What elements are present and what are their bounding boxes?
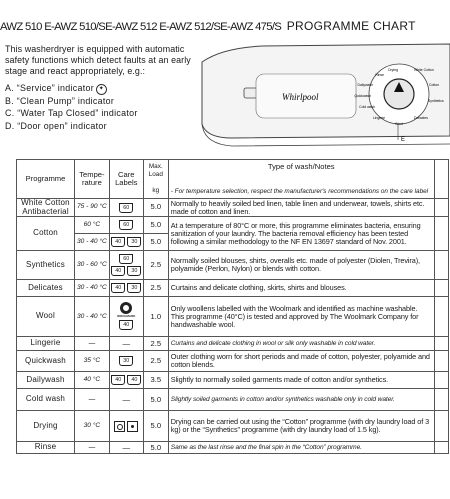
dial-label: Synthetics bbox=[428, 99, 444, 103]
dial-label: White Cotton bbox=[414, 68, 434, 72]
dial-label: Delicates bbox=[414, 116, 428, 120]
table-row: Wool 30 - 40 °C WOOLMARK 40 1.0 Only woollens labelled with the Woolmark and identified as machine washable. This programme (40°C) is tested and approved by The Woolmark Company for handwashable wool. bbox=[17, 297, 449, 337]
header-programme: Programme bbox=[17, 160, 75, 199]
wash-30-icon: 30 bbox=[127, 283, 141, 293]
table-row: Lingerie — — 2.5 Curtains and delicate clothing in wool or silk only washable in cold water. bbox=[17, 337, 449, 351]
table-row: Cotton 60 °C 60 5.0 At a temperature of 80°C or more, this programme eliminates bacteria, ensuring sanitization of your laundry. The bacteria removal efficiency has been tested following a similar methodology to the NF EN 13697 standard of Nov. 2001. bbox=[17, 217, 449, 234]
wash-30-icon: 30 bbox=[119, 356, 133, 366]
header-max-load: Max. Load kg bbox=[143, 160, 168, 199]
indicator-d: D. “Door open” indicator bbox=[5, 120, 107, 131]
wash-40-icon: 40 bbox=[111, 237, 125, 247]
dryer-low-icon bbox=[127, 421, 138, 432]
indicator-list bbox=[5, 82, 193, 132]
table-row: Rinse — — 5.0 Same as the last rinse and the final spin in the “Cotton” programme. bbox=[17, 442, 449, 454]
dial-label: Dailywash bbox=[357, 83, 373, 87]
table-header-row bbox=[17, 160, 449, 199]
safety-intro bbox=[5, 44, 193, 132]
wash-30-icon: 30 bbox=[127, 237, 141, 247]
control-panel-illustration bbox=[192, 40, 450, 152]
table-row: Synthetics 30 - 60 °C 60 40 30 2.5 Normally soiled blouses, shirts, overalls etc. made of polyester (Diolen, Trevira), polyamide (Perlon, Nylon) or blends with cotton. bbox=[17, 251, 449, 280]
dial-label: Rinse bbox=[375, 73, 384, 77]
indicator-a: A. “Service” indicator ✦ bbox=[5, 82, 193, 95]
wash-60-icon: 60 bbox=[119, 220, 133, 230]
dial-label: Drying bbox=[388, 68, 398, 72]
dial-label: Wool bbox=[395, 122, 403, 126]
wash-40-icon: 40 bbox=[111, 266, 125, 276]
wash-60-icon: 60 bbox=[119, 254, 133, 264]
table-row: Drying 30 °C 5.0 Drying can be carried out using the “Cotton” programme (with dry laundry load of 3 kg) or the “Synthetics” programme (with dry laundry load of 1.5 kg). bbox=[17, 411, 449, 442]
table-row: White Cotton Antibacterial 75 - 90 °C 60 5.0 Normally to heavily soiled bed linen, table linen and underwear, towels, shirts etc. made of cotton and linen. bbox=[17, 199, 449, 217]
table-row: Delicates 30 - 40 °C 40 30 2.5 Curtains and delicate clothing, skirts, shirts and blouses. bbox=[17, 280, 449, 297]
header-type: Type of wash/Notes - For temperature selection, respect the manufacturer's recommendations on the care label bbox=[168, 160, 434, 199]
dial-label: Cotton bbox=[429, 83, 439, 87]
wash-40-gentle-icon: 40 bbox=[127, 375, 141, 385]
table-row: Dailywash 40 °C 40 40 3.5 Slightly to normally soiled garments made of cotton and/or synthetics. bbox=[17, 372, 449, 389]
wash-60-icon: 60 bbox=[119, 203, 133, 213]
dial-label: Cold wash bbox=[359, 105, 375, 109]
intro-paragraph: This washerdryer is equipped with automatic safety functions which detect faults at an early stage and react appropriately, e.g.: bbox=[5, 44, 191, 76]
header-care-labels: Care Labels bbox=[109, 160, 143, 199]
brand-logo: Whirlpool bbox=[282, 92, 319, 102]
dial-label: Lingerie bbox=[372, 116, 385, 120]
indicator-c: C. “Water Tap Closed” indicator bbox=[5, 108, 138, 119]
header-temperature: Tempe-rature bbox=[75, 160, 110, 199]
table-row: 30 - 40 °C 40 30 5.0 bbox=[17, 234, 449, 251]
woolmark-icon: WOOLMARK bbox=[116, 302, 136, 318]
wash-40-icon: 40 bbox=[119, 320, 133, 330]
wash-40-icon: 40 bbox=[111, 375, 125, 385]
dial-label: Quickwash bbox=[354, 94, 371, 98]
wash-30-icon: 30 bbox=[127, 266, 141, 276]
section-title: PROGRAMME CHART bbox=[286, 19, 416, 33]
header-extra bbox=[434, 160, 448, 199]
table-row: Cold wash — — 5.0 Slightly soiled garments in cotton and/or synthetics washable only in cold water. bbox=[17, 389, 449, 411]
wash-40-icon: 40 bbox=[111, 283, 125, 293]
indicator-b: B. “Clean Pump” indicator bbox=[5, 95, 115, 106]
model-list: AWZ 510 E-AWZ 510/SE-AWZ 512 E-AWZ 512/SE-AWZ 475/S bbox=[0, 21, 282, 33]
panel-marker-e: E bbox=[401, 137, 406, 143]
service-indicator-icon: ✦ bbox=[96, 84, 107, 95]
dryer-icon bbox=[114, 421, 125, 432]
programme-chart-table bbox=[16, 159, 449, 454]
page-header bbox=[0, 19, 450, 37]
table-row: Quickwash 35 °C 30 2.5 Outer clothing worn for short periods and made of cotton, polyester, polyamide and cotton blends. bbox=[17, 351, 449, 372]
